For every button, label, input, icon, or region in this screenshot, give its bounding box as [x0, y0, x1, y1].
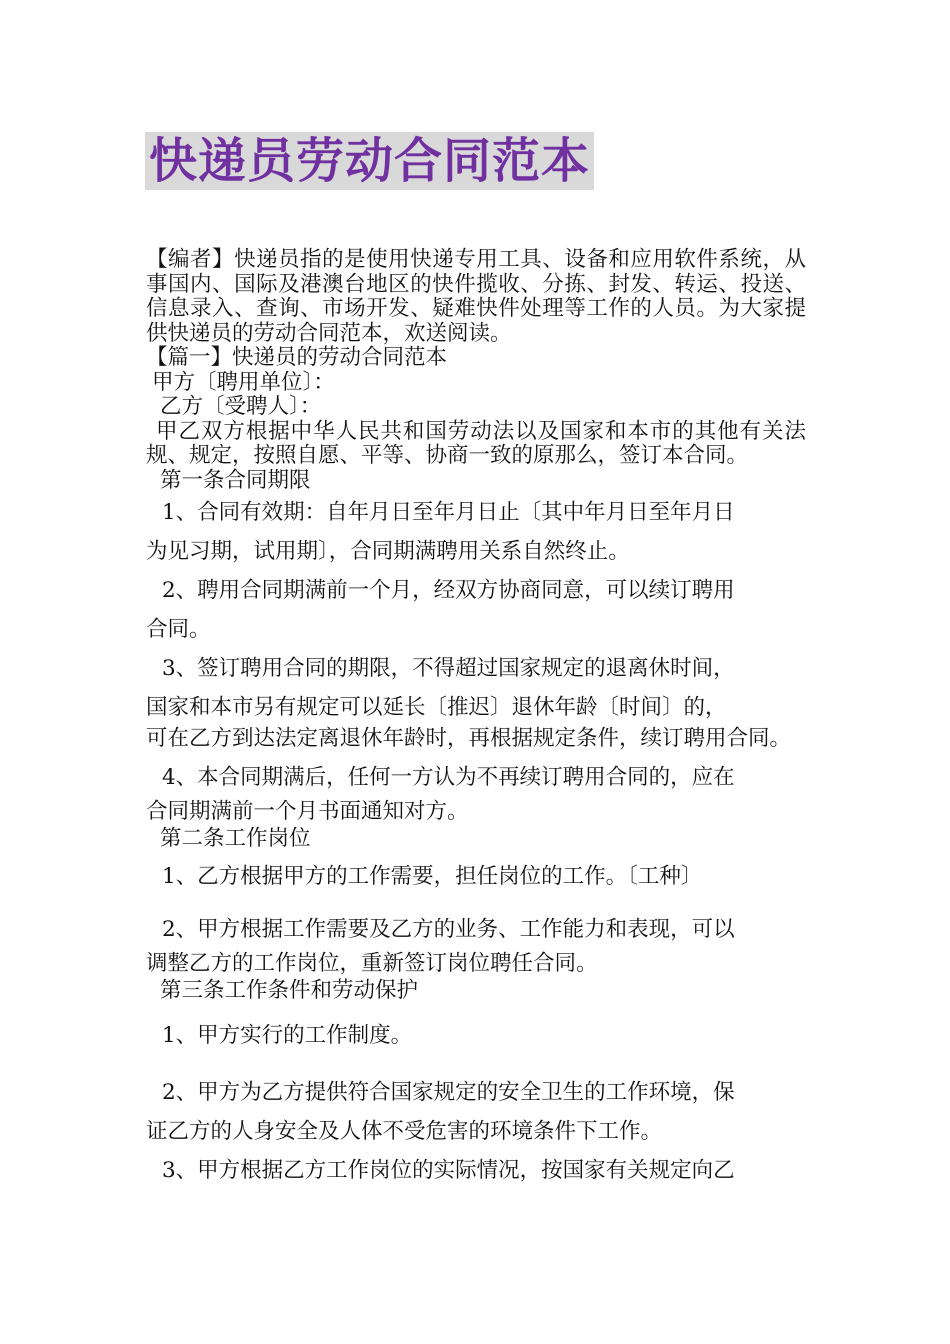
article1-list [146, 493, 806, 827]
preamble-paragraph: 甲乙双方根据中华人民共和国劳动法以及国家和本市的其他有关法规、规定，按照自愿、平等、协商一致的原那么，签订本合同。 [146, 418, 806, 468]
list-item [146, 1151, 806, 1190]
list-item [146, 649, 806, 752]
list-item-first-line: 4、本合同期满后，任何一方认为不再续订聘用合同的，应在 [162, 764, 735, 790]
list-item [146, 857, 806, 896]
list-item [146, 493, 806, 571]
intro-paragraph: 【编者】快递员指的是使用快递专用工具、设备和应用软件系统，从事国内、国际及港澳台地区的快件揽收、分拣、封发、转运、投送、信息录入、查询、市场开发、疑难快件处理等工作的人员。为大家提供快递员的劳动合同范本，欢送阅读。 [146, 247, 806, 346]
list-item-first-line: 2、甲方为乙方提供符合国家规定的安全卫生的工作环境，保 [162, 1079, 735, 1105]
article2-list [146, 857, 806, 979]
article3-list [146, 1016, 806, 1190]
list-item-continuation: 国家和本市另有规定可以延长〔推迟〕退休年龄〔时间〕的， [146, 695, 727, 720]
list-item [146, 910, 806, 979]
document-body [146, 248, 806, 1190]
list-item-first-line: 1、合同有效期：自年月日至年月日止〔其中年月日至年月日 [162, 500, 735, 525]
list-item-first-line: 2、甲方根据工作需要及乙方的业务、工作能力和表现，可以 [162, 917, 735, 942]
list-item-first-line: 1、乙方根据甲方的工作需要，担任岗位的工作。〔工种〕 [162, 864, 703, 889]
list-item [146, 1016, 806, 1055]
list-item-continuation: 合同期满前一个月书面通知对方。 [146, 798, 469, 824]
list-item-continuation: 调整乙方的工作岗位，重新签订岗位聘任合同。 [146, 951, 598, 976]
list-item [146, 571, 806, 649]
list-item-first-line: 3、签订聘用合同的期限，不得超过国家规定的退离休时间， [162, 656, 735, 681]
list-item-first-line: 1、甲方实行的工作制度。 [162, 1022, 413, 1048]
document-title: 快递员劳动合同范本 [145, 132, 594, 190]
party-a-line: 甲方〔聘用单位〕： [152, 369, 335, 395]
list-item-tail: 可在乙方到达法定离退休年龄时，再根据规定条件，续订聘用合同。 [146, 726, 792, 751]
list-item [146, 758, 806, 827]
list-item-continuation: 合同。 [146, 617, 211, 642]
party-b-line: 乙方〔受聘人〕： [160, 394, 322, 419]
list-item [146, 1073, 806, 1151]
list-item-first-line: 2、聘用合同期满前一个月，经双方协商同意，可以续订聘用 [162, 578, 735, 603]
section-heading: 【篇一】快递员的劳动合同范本 [146, 345, 448, 370]
list-item-continuation: 证乙方的人身安全及人体不受危害的环境条件下工作。 [146, 1118, 663, 1144]
article1-heading: 第一条合同期限 [160, 467, 311, 493]
article2-heading: 第二条工作岗位 [160, 825, 311, 851]
article3-heading: 第三条工作条件和劳动保护 [160, 978, 419, 1003]
list-item-first-line: 3、甲方根据乙方工作岗位的实际情况，按国家有关规定向乙 [162, 1157, 735, 1183]
list-item-continuation: 为见习期，试用期〕，合同期满聘用关系自然终止。 [146, 539, 630, 564]
